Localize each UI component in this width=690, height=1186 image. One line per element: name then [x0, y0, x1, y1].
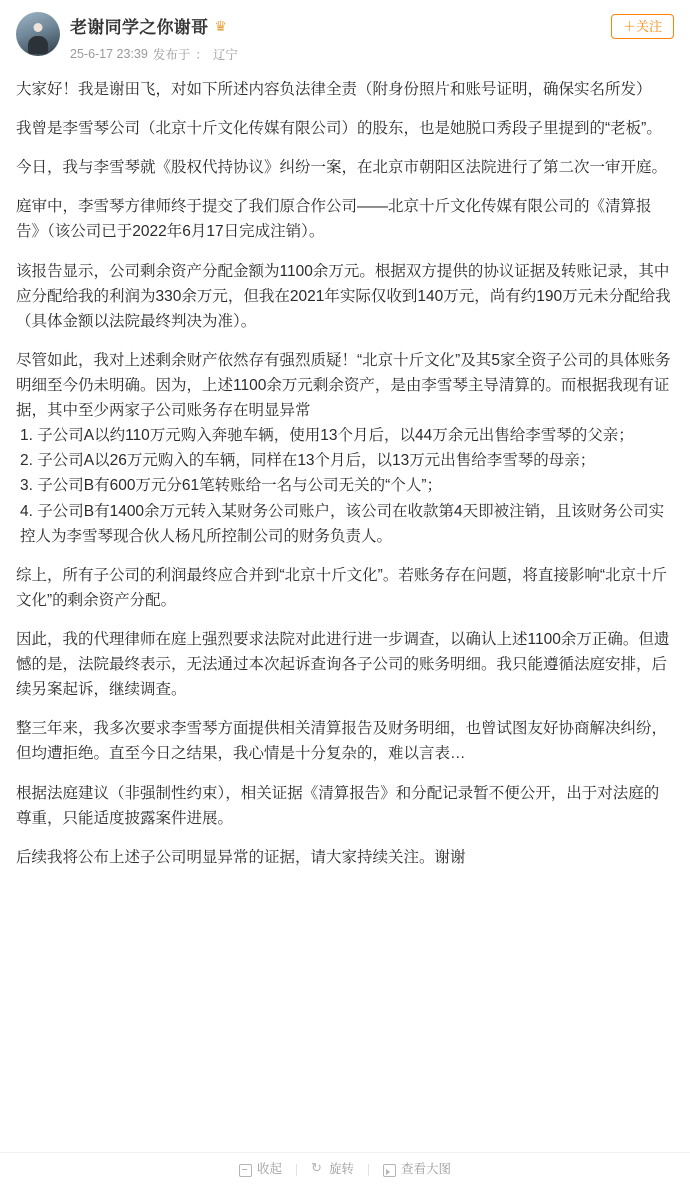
publish-location[interactable]: 辽宁 — [212, 48, 238, 62]
collapse-icon — [239, 1163, 252, 1176]
post-header — [0, 0, 690, 69]
view-image-button[interactable] — [369, 1163, 465, 1176]
rotate-button[interactable] — [297, 1163, 368, 1176]
view-image-label: 查看大图 — [401, 1162, 452, 1177]
view-image-icon — [383, 1163, 396, 1176]
post-timestamp: 25-6-17 23:39 — [70, 47, 148, 61]
publish-prefix: 发布于 — [152, 48, 191, 62]
publish-separator: ： — [195, 48, 208, 62]
rotate-label: 旋转 — [328, 1162, 354, 1177]
crown-icon: ♛ — [214, 17, 227, 34]
author-name[interactable]: 老谢同学之你谢哥 — [70, 18, 209, 37]
paragraph: 我曾是李雪琴公司（北京十斤文化传媒有限公司）的股东，也是她脱口秀段子里提到的“老板”。 — [16, 120, 662, 138]
paragraph: 大家好！我是谢田飞，对如下所述内容负法律全责（附身份照片和账号证明，确保实名所发） — [16, 81, 652, 98]
avatar-body — [28, 36, 48, 54]
post-footer-toolbar — [0, 1152, 690, 1186]
follow-button[interactable]: ＋关注 — [611, 14, 674, 39]
author-meta — [70, 12, 238, 63]
list-item: 1. 子公司A以约110万元购入奔驰车辆，使用13个月后，以44万余元出售给李雪琴的父亲； — [20, 427, 634, 445]
paragraph: 今日，我与李雪琴就《股权代持协议》纠纷一案，在北京市朝阳区法院进行了第二次一审开庭。 — [16, 159, 668, 177]
paragraph: 综上，所有子公司的利润最终应合并到“北京十斤文化”。若账务存在问题，将直接影响“北京十斤文化”的剩余资产分配。 — [16, 566, 667, 609]
post-body — [0, 69, 690, 1186]
rotate-icon — [311, 1163, 324, 1176]
avatar-head — [34, 23, 43, 32]
paragraph: 庭审中，李雪琴方律师终于提交了我们原合作公司——北京十斤文化传媒有限公司的《清算报告》（该公司已于2022年6月17日完成注销）。 — [16, 198, 652, 241]
paragraph: 后续我将公布上述子公司明显异常的证据，请大家持续关注。谢谢 — [16, 848, 466, 866]
author-name-row — [70, 13, 238, 38]
avatar[interactable] — [16, 12, 60, 56]
collapse-label: 收起 — [256, 1162, 282, 1177]
post-submeta — [70, 45, 238, 63]
list-item: 2. 子公司A以26万元购入的车辆，同样在13个月后，以13万元出售给李雪琴的母亲； — [20, 452, 596, 470]
paragraph: 该报告显示，公司剩余资产分配金额为1100余万元。根据双方提供的协议证据及转账记录，其中应分配给我的利润为330余万元，但我在2021年实际仅收到140万元，尚有约190万元未分配给我（具体金额以法院最终判决为准）。 — [16, 262, 671, 330]
paragraph: 尽管如此，我对上述剩余财产依然存有强烈质疑！“北京十斤文化”及其5家全资子公司的具体账务明细至今仍未明确。因为，上述1100余万元剩余资产，是由李雪琴主导清算的。而根据我现有证据，其中至少两家子公司账务存在明显异常 — [16, 351, 671, 420]
list-item: 3. 子公司B有600万元分61笔转账给一名与公司无关的“个人”； — [20, 477, 442, 495]
collapse-button[interactable] — [225, 1163, 296, 1176]
list-item: 4. 子公司B有1400余万元转入某财务公司账户，该公司在收款第4天即被注销，且该财务公司实控人为李雪琴现合伙人杨凡所控制公司的财务负责人。 — [20, 502, 665, 545]
evidence-list — [16, 423, 674, 549]
paragraph: 因此，我的代理律师在庭上强烈要求法院对此进行进一步调查，以确认上述1100余万正确。但遗憾的是，法院最终表示，无法通过本次起诉查询各子公司的账务明细。我只能遵循法庭安排，后续另案起诉，继续调查。 — [16, 630, 670, 699]
paragraph: 整三年来，我多次要求李雪琴方面提供相关清算报告及财务明细，也曾试图友好协商解决纠纷，但均遭拒绝。直至今日之结果，我心情是十分复杂的，难以言表… — [16, 720, 668, 763]
paragraph: 根据法庭建议（非强制性约束），相关证据《清算报告》和分配记录暂不便公开，出于对法庭的尊重，只能适度披露案件进展。 — [16, 784, 660, 827]
